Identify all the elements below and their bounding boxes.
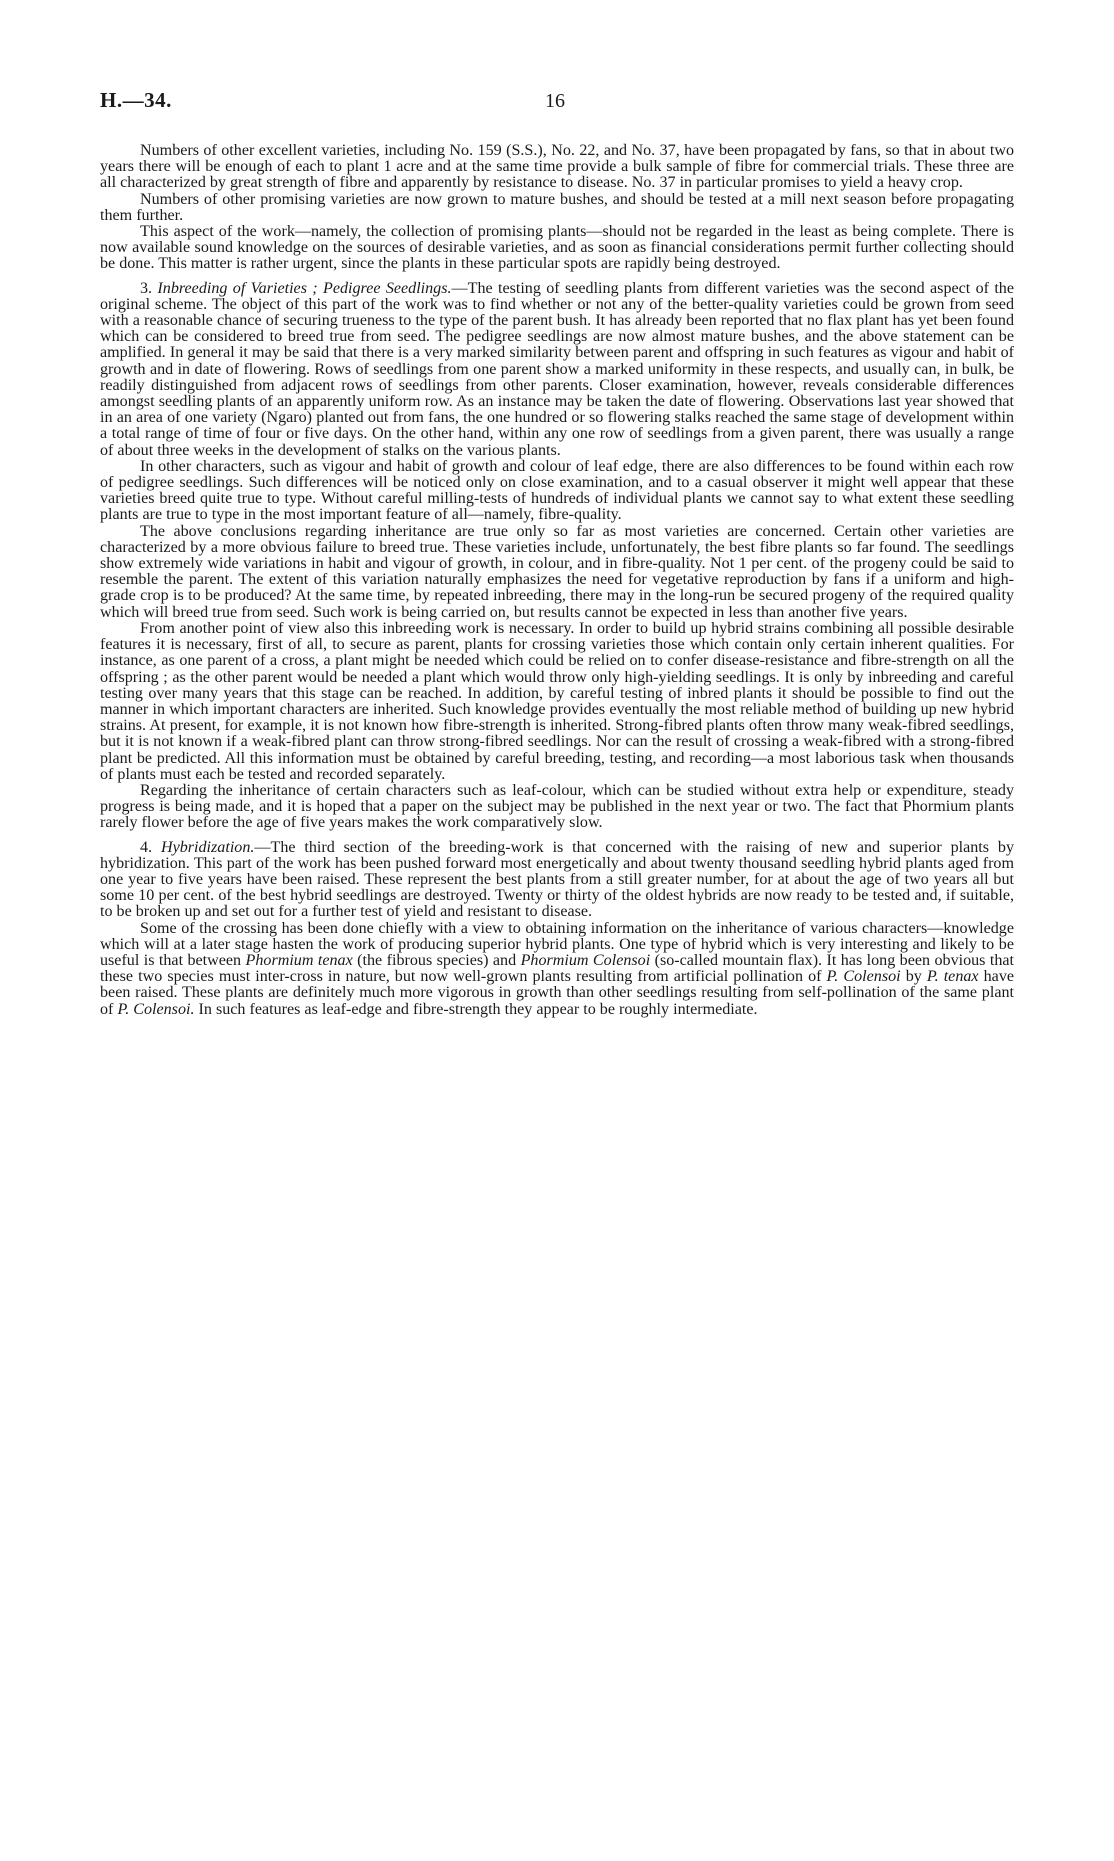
section-number: 3. [140,279,153,297]
paragraph-text: Some of the crossing has been done chiefly with a view to obtaining information on the inheritance of various characters—knowledge which will at a later stage hasten the work of producing superior hybrid plants. One type of hybrid which is very interesting and likely to be useful is that between [100,919,1014,969]
paragraph-text: From another point of view also this inbreeding work is necessary. In order to build up hybrid strains combining all possible desirable features it is necessary, first of all, to secure as parent, plants for crossing varieties those which contain only certain inherent qualities. For instance, as one parent of a cross, a plant might be needed which could be relied on to confer disease-resistance and fibre-strength on all the offspring ; as the other parent would be needed a plant which would throw only high-yielding seedlings. It is only by inbreeding and careful testing over many years that this stage can be reached. In addition, by careful testing of inbred plants it should be possible to find out the manner in which important characters are inherited. Such knowledge provides eventually the most reliable method of building up new hybrid strains. At present, for example, it is not known how fibre-strength is inherited. Strong-fibred plants often throw many weak-fibred seedlings, but it is not known if a weak-fibred plant can throw strong-fibred seedlings. Nor can the result of crossing a weak-fibred with a strong-fibred plant be predicted. All this information must be obtained by careful breeding, testing, and recording—a most laborious task when thousands of plants must each be tested and recorded separately. [100,619,1014,783]
paragraph-text: (the fibrous species) and [352,951,521,969]
paragraph-text: In other characters, such as vigour and habit of growth and colour of leaf edge, there are also differences to be found within each row of pedigree seedlings. Such differences will be noticed only on close examination, and to a casual observer it might well appear that these varieties breed quite true to type. Without careful milling-tests of hundreds of individual plants we cannot say to what extent these seedling plants are true to type in the most important feature of all—namely, fibre-quality. [100,457,1014,524]
section-paragraph [100,281,1014,459]
section-paragraph [100,840,1014,921]
paragraph [100,921,1014,1018]
paragraph-text: have been raised. These plants are definitely much more vigorous in growth than other seedlings resulting from self-pollination of the same plant of [100,968,1015,1018]
paragraph-text: Numbers of other excellent varieties, including No. 159 (S.S.), No. 22, and No. 37, have been propagated by fans, so that in about two years there will be enough of each to plant 1 acre and at the same time provide a bulk sample of fibre for commercial trials. These three are all characterized by great strength of fibre and apparently by resistance to disease. No. 37 in particular promises to yield a heavy crop. [100,142,1014,192]
paragraph-text: by [900,968,927,986]
section-heading: Hybridization. [160,838,255,856]
document-reference: H.—34. [100,88,172,112]
paragraph-text: —The third section of the breeding-work is that concerned with the raising of new and superior plants by hybridization. This part of the work has been pushed forward most energetically and about twenty thousand seedling hybrid plants aged from one year to five years have been raised. These represent the best plants from a still greater number, for at about the age of two years all but some 10 per cent. of the best hybrid seedlings are destroyed. Twenty or thirty of the oldest hybrids are now ready to be tested and, if suitable, to be broken up and set out for a further test of yield and resistant to disease. [100,838,1015,921]
paragraph [100,524,1014,621]
species-name: P. Colensoi. [117,1000,195,1018]
paragraph-text: (so-called mountain flax). It has long been obvious that these two species must inter-cross in nature, but now well-grown plants resulting from artificial pollination of [100,951,1015,986]
paragraph-text: The above conclusions regarding inheritance are true only so far as most varieties are concerned. Certain other varieties are characterized by a more obvious failure to breed true. These varieties include, unfortunately, the best fibre plants so far found. The seedlings show extremely wide variations in habit and vigour of growth, in colour, and in fibre-quality. Not 1 per cent. of the progeny could be said to resemble the parent. The extent of this variation naturally emphasizes the need for vegetative reproduction by fans if a uniform and high-grade crop is to be produced? At the same time, by repeated inbreeding, there may in the long-run be secured progeny of the required quality which will breed true from seed. Such work is being carried on, but results cannot be expected in less than another five years. [100,522,1014,621]
paragraph-text: This aspect of the work—namely, the collection of promising plants—should not be regarded in the least as being complete. There is now available sound knowledge on the sources of desirable varieties, and as soon as financial considerations permit further collecting should be done. This matter is rather urgent, since the plants in these particular spots are rapidly being destroyed. [100,223,1014,273]
paragraph [100,143,1014,192]
species-name: P. Colensoi [826,968,901,986]
body-text [100,143,1014,1018]
paragraph [100,459,1014,524]
species-name: Phormium Colensoi [520,951,651,969]
paragraph [100,783,1014,832]
page-number: 16 [545,90,565,112]
paragraph-text: In such features as leaf-edge and fibre-strength they appear to be roughly intermediate. [194,1000,758,1018]
paragraph-text: Numbers of other promising varieties are now grown to mature bushes, and should be tested at a mill next season before propagating them further. [100,190,1014,224]
paragraph [100,621,1014,783]
paragraph [100,192,1014,224]
species-name: Phormium tenax [245,951,353,969]
section-number: 4. [140,838,153,856]
paragraph-text: Regarding the inheritance of certain characters such as leaf-colour, which can be studied without extra help or expenditure, steady progress is being made, and it is hoped that a paper on the subject may be published in the next year or two. The fact that Phormium plants rarely flower before the age of five years makes the work comparatively slow. [100,781,1014,832]
page-header [100,88,1014,128]
paragraph [100,224,1014,273]
paragraph-text: —The testing of seedling plants from different varieties was the second aspect of the original scheme. The object of this part of the work was to find whether or not any of the better-quality varieties could be grown from seed with a reasonable chance of securing trueness to the type of the parent bush. It has already been reported that no flax plant has yet been found which can be considered to breed true from seed. The pedigree seedlings are now almost mature bushes, and the above statement can be amplified. In general it may be said that there is a very marked similarity between parent and offspring in such features as vigour and habit of growth and in date of flowering. Rows of seedlings from one parent show a marked uniformity in these respects, and usually can, in bulk, be readily distinguished from adjacent rows of seedlings from other parents. Closer examination, however, reveals considerable differences amongst seedling plants of an apparently uniform row. As an instance may be taken the date of flowering. Observations last year showed that in an area of one variety (Ngaro) planted out from fans, the one hundred or so flowering stalks reached the same stage of development within a total range of time of four or five days. On the other hand, within any one row of seedlings from a given parent, there was usually a range of about three weeks in the development of stalks on the various plants. [100,279,1014,459]
species-name: P. tenax [926,968,979,986]
section-heading: Inbreeding of Varieties ; Pedigree Seedlings. [157,279,452,297]
